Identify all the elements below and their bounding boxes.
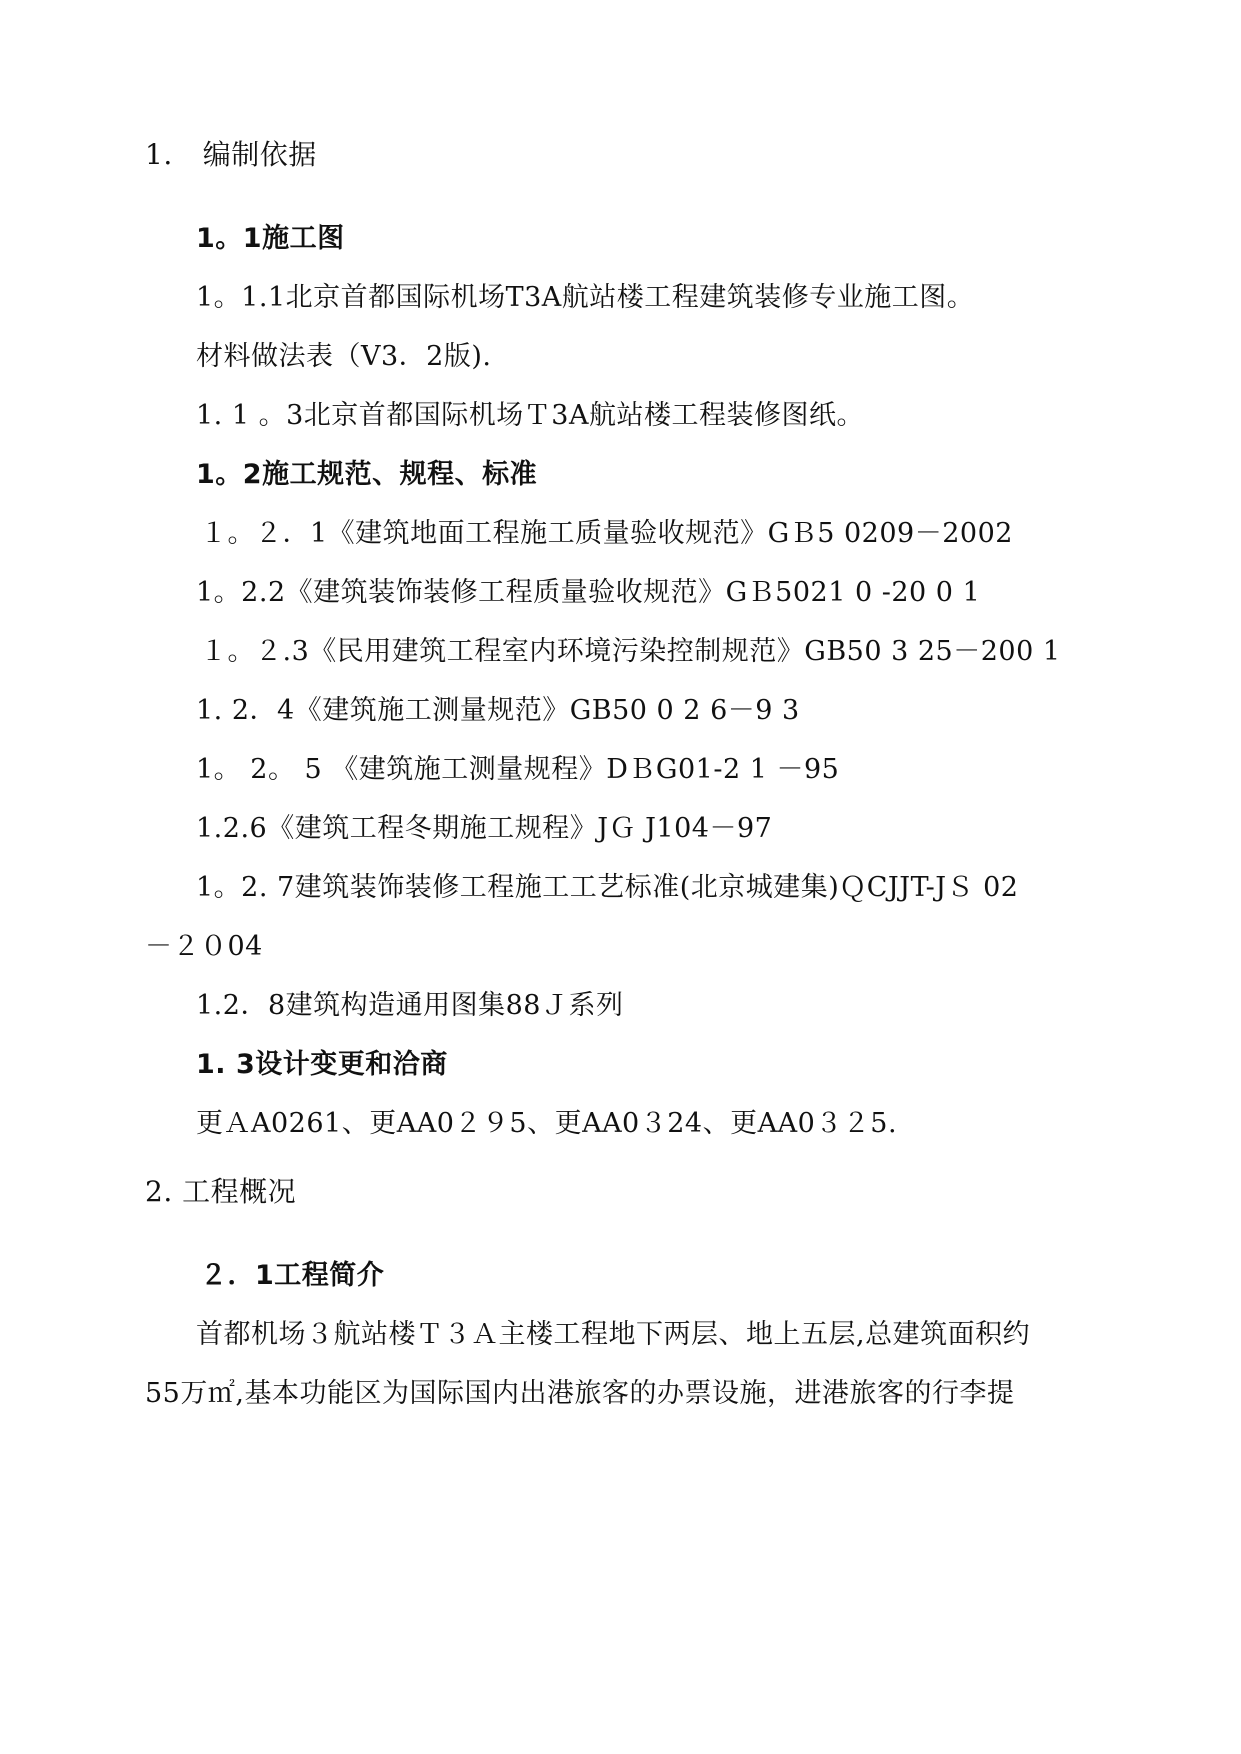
paragraph-2-1-line-2: 55万㎡,基本功能区为国际国内出港旅客的办票设施，进港旅客的行李提 (145, 1378, 1015, 1409)
section-1-number: 1. (145, 138, 173, 171)
item-1-1-2: 材料做法表（V3．2版). (196, 341, 492, 372)
section-1-1-heading: 1。1施工图 (196, 223, 345, 254)
item-1-2-2: 1。2.2《建筑装饰装修工程质量验收规范》GＢ5021 0 -20 0 1 (196, 577, 981, 608)
item-1-1-1: 1。1.1北京首都国际机场T3A航站楼工程建筑装修专业施工图。 (196, 282, 975, 313)
item-1-2-1: １。２．1《建筑地面工程施工质量验收规范》GＢ5 0209－2002 (200, 518, 1013, 549)
paragraph-2-1-line-1: 首都机场３航站楼Ｔ３Ａ主楼工程地下两层、地上五层,总建筑面积约 (196, 1319, 1031, 1350)
section-1-title: 编制依据 (202, 138, 317, 171)
item-1-2-3: １。２.3《民用建筑工程室内环境污染控制规范》GB50 3 25－200 1 (200, 636, 1061, 667)
section-2-1-heading: ２．1工程简介 (200, 1260, 385, 1291)
item-1-2-8: 1.2．8建筑构造通用图集88Ｊ系列 (196, 990, 624, 1021)
item-1-2-6: 1.2.6《建筑工程冬期施工规程》JＧ J104－97 (196, 813, 773, 844)
item-1-2-7: 1。2. 7建筑装饰装修工程施工工艺标准(北京城建集)ＱCJJT-JＳ 02 (196, 872, 1019, 903)
item-1-2-5: 1。 2。 5 《建筑施工测量规程》DＢG01-2 1 －95 (196, 754, 840, 785)
section-2-heading: 2. 工程概况 (145, 1175, 297, 1208)
item-1-1-3: 1. 1 。3北京首都国际机场Ｔ3A航站楼工程装修图纸。 (196, 400, 864, 431)
section-1-3-heading: 1. 3设计变更和洽商 (196, 1049, 448, 1080)
item-1-2-4: 1. 2．4《建筑施工测量规范》GB50 0 2 6－9 3 (196, 695, 800, 726)
section-1-2-heading: 1。2施工规范、规程、标准 (196, 459, 538, 490)
section-1-heading (145, 138, 317, 172)
item-1-2-7-continued: －２０04 (145, 931, 263, 962)
item-1-3-1: 更ＡA0261、更AA0２９5、更AA0３24、更AA0３２5. (196, 1108, 898, 1139)
